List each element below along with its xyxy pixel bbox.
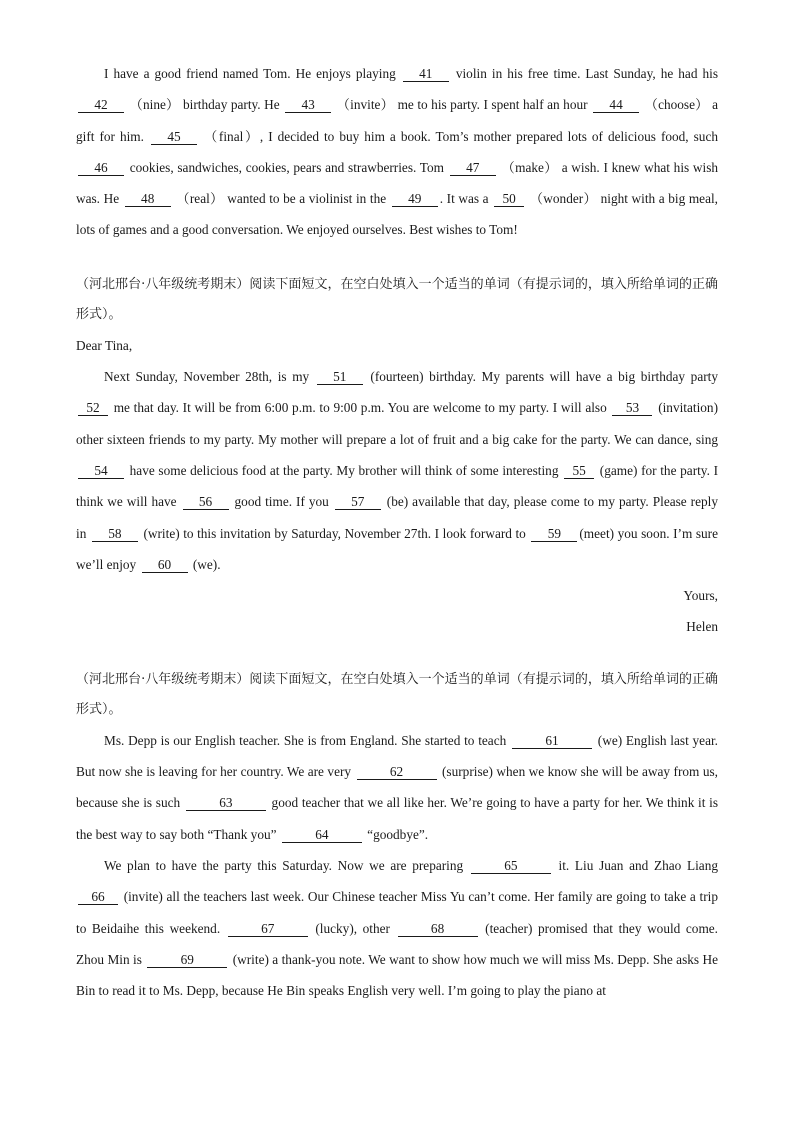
blank-61: 61 <box>512 733 592 749</box>
blank-53: 53 <box>612 400 652 416</box>
blank-58: 58 <box>92 526 138 542</box>
blank-48: 48 <box>125 191 171 207</box>
blank-63: 63 <box>186 795 266 811</box>
passage-3-instruction: （河北邢台·八年级统考期末）阅读下面短文，在空白处填入一个适当的单词（有提示词的，填入所给单词的正确形式）。 <box>76 671 718 717</box>
passage-2: Next Sunday, November 28th, is my 51 (fourteen) birthday. My parents will have a big birthday party 52 me that day. It will be from 6:00 p.m. to 9:00 p.m. You are welcome to my party. I will also 53 (invitation) other sixteen friends to my party. My mother will prepare a lot of fruit and a big cake for the party. We can dance, sing 54 have some delicious food at the party. My brother will think of some interesting 55 (game) for the party. I think we will have 56 good time. If you 57 (be) available that day, please come to my party. Please reply in 58 (write) to this invitation by Saturday, November 27th. I look forward to 59 (meet) you soon. I’m sure we’ll enjoy 60 (we). <box>76 369 719 572</box>
blank-62: 62 <box>357 764 437 780</box>
blank-56: 56 <box>183 494 229 510</box>
passage-3-paragraph-1: Ms. Depp is our English teacher. She is from England. She started to teach 61 (we) English last year. But now she is leaving for her country. We are very 62 (surprise) when we know she will be away from us, because she is such 63 good teacher that we all like her. We’re going to have a party for her. We think it is the best way to say both “Thank you” 64 “goodbye”. <box>76 732 719 842</box>
blank-52: 52 <box>78 400 108 416</box>
blank-59: 59 <box>531 526 577 542</box>
passage-1: I have a good friend named Tom. He enjoys playing 41 violin in his free time. Last Sunday, he had his 42 （nine） birthday party. He 43 （invite） me to his party. I spent half an hour 44 （choose） a gift for him. 45 （final）, I decided to buy him a book. Tom’s mother prepared lots of delicious food, such 46 cookies, sandwiches, cookies, pears and strawberries. Tom 47 （make） a wish. I knew what his wish was. He 48 （real） wanted to be a violinist in the 49 . It was a 50 （wonder） night with a big meal, lots of games and a good conversation. We enjoyed ourselves. Best wishes to Tom! <box>76 66 719 238</box>
blank-47: 47 <box>450 160 496 176</box>
blank-65: 65 <box>471 858 551 874</box>
blank-41: 41 <box>403 66 449 82</box>
blank-51: 51 <box>317 369 363 385</box>
blank-64: 64 <box>282 827 362 843</box>
blank-55: 55 <box>564 463 594 479</box>
blank-57: 57 <box>335 494 381 510</box>
letter-closing: Yours, <box>683 588 718 604</box>
blank-46: 46 <box>78 160 124 176</box>
letter-greeting: Dear Tina, <box>76 337 133 353</box>
blank-67: 67 <box>228 921 308 937</box>
blank-66: 66 <box>78 889 118 905</box>
blank-50: 50 <box>494 191 524 207</box>
blank-54: 54 <box>78 463 124 479</box>
blank-49: 49 <box>392 191 438 207</box>
passage-3-paragraph-2: We plan to have the party this Saturday. Now we are preparing 65 it. Liu Juan and Zhao Liang 66 (invite) all the teachers last week. Our Chinese teacher Miss Yu can’t come. Her family are going to take a trip to Beidaihe this weekend. 67 (lucky), other 68 (teacher) promised that they would come. Zhou Min is 69 (write) a thank-you note. We want to show how much we will miss Ms. Depp. She asks He Bin to read it to Ms. Depp, because He Bin speaks English very well. I’m going to play the piano at <box>76 857 719 999</box>
blank-42: 42 <box>78 97 124 113</box>
blank-43: 43 <box>285 97 331 113</box>
blank-69: 69 <box>147 952 227 968</box>
blank-44: 44 <box>593 97 639 113</box>
blank-68: 68 <box>398 921 478 937</box>
blank-45: 45 <box>151 129 197 145</box>
passage-2-instruction: （河北邢台·八年级统考期末）阅读下面短文，在空白处填入一个适当的单词（有提示词的，填入所给单词的正确形式）。 <box>76 276 718 322</box>
blank-60: 60 <box>142 557 188 573</box>
letter-signature: Helen <box>686 619 718 635</box>
